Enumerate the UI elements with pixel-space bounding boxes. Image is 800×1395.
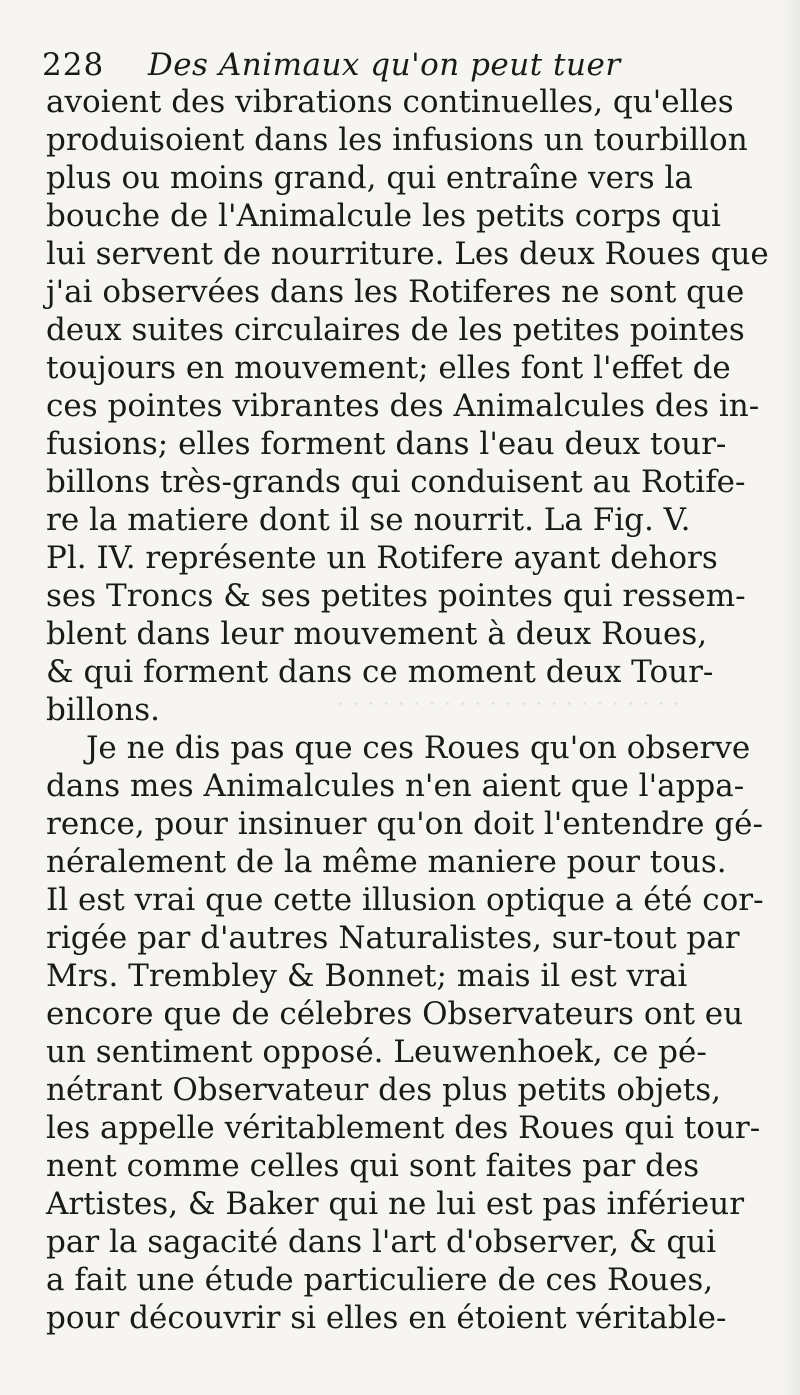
text-line: pour découvrir si elles en étoient véritable-	[46, 1300, 727, 1336]
text-line: produisoient dans les infusions un tourbillon	[46, 122, 748, 158]
text-line: avoient des vibrations continuelles, qu'elles	[46, 84, 734, 120]
text-line: bouche de l'Animalcule les petits corps qui	[46, 198, 721, 234]
text-line: fusions; elles forment dans l'eau deux tour-	[46, 426, 727, 462]
text-line: les appelle véritablement des Roues qui tour-	[46, 1110, 761, 1146]
text-line: billons très-grands qui conduisent au Rotife-	[46, 464, 746, 500]
page-number: 228	[42, 47, 105, 83]
text-line: Il est vrai que cette illusion optique a été cor-	[46, 882, 764, 918]
text-line: rigée par d'autres Naturalistes, sur-tout par	[46, 920, 740, 956]
text-line: ces pointes vibrantes des Animalcules des in-	[46, 388, 760, 424]
text-line: Mrs. Trembley & Bonnet; mais il est vrai	[46, 958, 688, 994]
text-line: re la matiere dont il se nourrit. La Fig. V.	[46, 502, 691, 538]
text-line: encore que de célebres Observateurs ont eu	[46, 996, 744, 1032]
text-line: Pl. IV. représente un Rotifere ayant dehors	[46, 540, 718, 576]
text-line: par la sagacité dans l'art d'observer, & qui	[46, 1224, 717, 1260]
text-line: & qui forment dans ce moment deux Tour-	[46, 654, 714, 690]
text-line: billons.	[46, 692, 160, 728]
text-line: Je ne dis pas que ces Roues qu'on observe	[86, 730, 751, 766]
text-line: a fait une étude particuliere de ces Roues,	[46, 1262, 714, 1298]
text-line: j'ai observées dans les Rotiferes ne sont que	[46, 274, 745, 310]
page-header	[42, 42, 762, 88]
text-line: deux suites circulaires de les petites pointes	[46, 312, 745, 348]
running-title: Des Animaux qu'on peut tuer	[147, 47, 621, 83]
text-line: plus ou moins grand, qui entraîne vers la	[46, 160, 693, 196]
text-line: dans mes Animalcules n'en aient que l'appa-	[46, 768, 745, 804]
text-line: toujours en mouvement; elles font l'effet de	[46, 350, 731, 386]
text-line: nétrant Observateur des plus petits objets,	[46, 1072, 722, 1108]
body-text	[46, 83, 769, 1337]
bleed-through-texture: · · · · · · · · · · · · · · · · · · · · · · ·	[336, 690, 680, 718]
text-line: néralement de la même maniere pour tous.	[46, 844, 727, 880]
page-edge-shadow	[782, 0, 800, 1395]
text-line: un sentiment opposé. Leuwenhoek, ce pé-	[46, 1034, 707, 1070]
text-line: Artistes, & Baker qui ne lui est pas inférieur	[46, 1186, 745, 1222]
text-line: lui servent de nourriture. Les deux Roues que	[46, 236, 769, 272]
text-line: blent dans leur mouvement à deux Roues,	[46, 616, 708, 652]
text-line: nent comme celles qui sont faites par des	[46, 1148, 700, 1184]
text-line: ses Troncs & ses petites pointes qui ressem-	[46, 578, 746, 614]
text-line: rence, pour insinuer qu'on doit l'entendre gé-	[46, 806, 763, 842]
